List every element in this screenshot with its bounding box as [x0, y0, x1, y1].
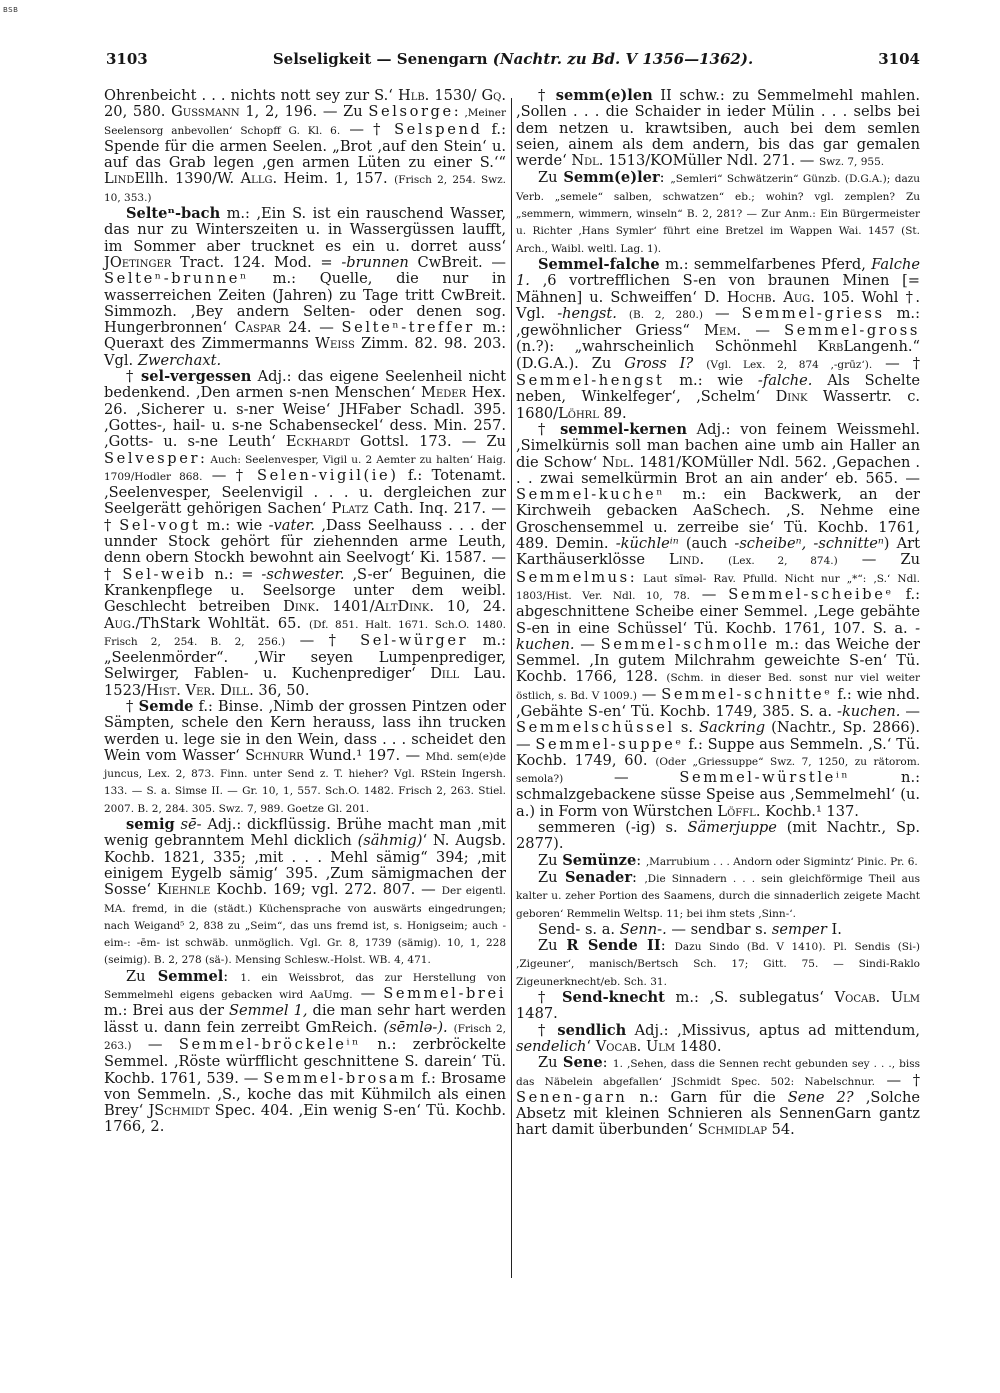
entry-text: :	[659, 169, 671, 187]
entry-text: Semmel-würstleⁱⁿ	[679, 769, 851, 787]
entry-text: -schwester.	[261, 565, 345, 583]
entry-text: 89.	[598, 404, 627, 422]
entry-text: 105. Wohl †. Vgl.	[516, 288, 920, 322]
entry-text: Semmel-schnitteᵉ	[661, 685, 833, 703]
headword: sel-vergessen	[141, 368, 252, 386]
entry-text: Sel-würger	[360, 631, 469, 649]
entry-senader	[516, 870, 920, 922]
entry-text: Semmel-brei	[383, 985, 507, 1003]
entry-text: (Vgl. Lex. 2, 874 ‚-grūz‘).	[706, 358, 873, 371]
entry-text: †	[538, 420, 561, 438]
running-title	[106, 50, 920, 68]
entry-text: Ndl.	[571, 152, 604, 170]
entry-text: Zu	[538, 851, 563, 869]
entry-semmeler	[516, 170, 920, 256]
headword: Semünze	[562, 851, 637, 869]
entry-text: Ndl.	[602, 453, 635, 471]
entry-text: 1513/KOMüller Ndl. 271. —	[603, 152, 819, 170]
entry-text: Laut sīməl- Rav. Pfulld. Nicht nur „*“: ‚S.‘ Ndl. 1803/Hist. Ver. Ndl. 10, 78.	[516, 572, 920, 602]
entry-text: JOetinger	[104, 253, 172, 271]
entry-text: ‚S-er‘ Beguinen, die Krankenpflege u. Seelsorge unter dem weibl. Geschlecht betreiben	[104, 565, 506, 616]
entry-text: Send- s. a.	[538, 920, 620, 938]
entry-text: (Frisch 2, 263.)	[104, 1022, 506, 1052]
entry-text: JSchmidt	[148, 1102, 210, 1120]
entry-text: †	[126, 368, 142, 386]
entry-text: 1. ein Weissbrot, das zur Herstellung von Semmelmehl eigens gebacken wird AaUmg.	[104, 971, 506, 1002]
headword: sendlich	[557, 1021, 627, 1039]
headword: Semmel	[157, 967, 224, 985]
entry-text: ‚6 vortrefflichen S-en von braunen Minen [= Mähnen] u. Schweiffen‘ D.	[516, 272, 920, 306]
entry-text: 24. —	[280, 319, 342, 337]
entry-text: Semmel 1,	[228, 1002, 308, 1020]
entry-text: ‘ N. Augsb. Kochb. 1821, 335; ‚mit . . . Mehl sämig“ 394; ‚mit einigem Eygelb sämig‘ 395. ‚Zum sämigmachen der Sosse‘	[104, 832, 506, 899]
headword: Selteⁿ-bach	[126, 205, 221, 223]
entry-text: —	[563, 769, 680, 787]
entry-text: sē-	[180, 816, 202, 834]
entry-text: :	[602, 1054, 613, 1072]
running-title-main: Selseligkeit — Senengarn	[272, 50, 488, 68]
entry-text: Zu	[538, 1054, 563, 1072]
entry-text: 1480.	[675, 1037, 722, 1055]
entry-text: Löhrl	[558, 404, 599, 422]
library-stamp: BSB	[3, 6, 19, 14]
entry-text: — †	[340, 120, 395, 138]
entry-text: Swz. 7, 955.	[818, 156, 885, 169]
headword: Sene	[562, 1054, 603, 1072]
entry-text: 1481/KOMüller Ndl. 562. ‚Gepachen . . . zwai semelkürmin Brot an ain ander‘ eb. 565. —	[516, 453, 920, 487]
entry-text: 54.	[766, 1121, 795, 1139]
entry-text: Aug.	[104, 614, 136, 632]
entry-text: Als Schelte neben, Winkelfeger‘, ‚Schelm‘	[516, 372, 920, 406]
entry-text: -vater.	[268, 516, 315, 534]
entry-text: (Oder „Griessuppe“ Swz. 7, 1250, zu rätorom. semola?)	[516, 755, 920, 786]
entry-text: f.: Spende für die armen Seelen. „Brot ‚auf den Stein‘ u. auf das Grab legen ‚gen armen Lüten zu einer S.‘“	[104, 120, 506, 172]
entry-text: Sene 2?	[787, 1088, 854, 1106]
entry-text: Selteⁿ-brunneⁿ	[104, 270, 249, 288]
entry-text: m.: „Seelenmörder“. ‚Wir seyen Lumpenprediger, Selwirger, Fablen- u. Kuchenprediger‘	[104, 631, 506, 683]
entry-text: -küchleⁱⁿ	[615, 535, 679, 553]
entry-text: Adj.: von feinem Weissmehl. ‚Simelkürnis soll man bachen aine umb ain Haller an die Schow‘	[516, 420, 920, 471]
entry-text: f.: Suppe aus Semmeln. ‚S.‘ Tü. Kochb. 1749, 60.	[516, 735, 920, 769]
entry-sendlich	[516, 1023, 920, 1056]
entry-text: Adj.: ‚Missivus, aptus ad mittendum,	[626, 1021, 921, 1039]
entry-text: (sähmig)	[357, 832, 423, 850]
entry-selvergessen	[104, 369, 506, 699]
entry-text: 1, 2, 196. — Zu	[239, 103, 369, 121]
entry-text: Semmel-kucheⁿ	[516, 486, 666, 504]
entry-text: (sēmlə-).	[383, 1018, 448, 1036]
entry-text: Weiss	[315, 335, 355, 353]
entry-text: Sel-vogt	[119, 516, 201, 534]
entry-text: n.: Garn für die	[627, 1088, 788, 1106]
entry-text: ‚Solche Absetz mit kleinen Schnieren als SennenGarn gantz hart damit überbunden‘	[516, 1088, 920, 1139]
entry-semmel	[104, 969, 506, 1136]
entry-text: Vocab. Ulm	[595, 1037, 676, 1055]
entry-text: †	[126, 697, 139, 715]
entry-text: Sackring	[699, 719, 766, 737]
entry-semmelfalche	[516, 257, 920, 422]
entry-text: (Df. 851. Halt. 1671. Sch.O. 1480. Frisch 2, 254. B. 2, 256.)	[104, 618, 506, 648]
entry-text: Caspar	[234, 319, 281, 337]
entry-text: m.: wie	[200, 516, 269, 534]
right-column	[516, 88, 920, 1139]
entry-text: Senen-garn	[516, 1088, 628, 1106]
entry-text: Zu	[538, 868, 565, 886]
entry-text: ‘	[586, 1037, 596, 1055]
entry-text: I.	[826, 920, 842, 938]
entry-text: — †	[202, 466, 258, 484]
entry-text: Spec. 404. ‚Ein wenig S-en‘ Tü. Kochb. 1766, 2.	[104, 1102, 506, 1136]
entry-text: -brunnen	[341, 253, 409, 271]
entry-text: -hengst.	[557, 304, 617, 322]
entry-text: Gross I?	[624, 354, 694, 372]
entry-text: Ellh. 1390/W.	[134, 170, 241, 188]
entry-text: :	[629, 568, 644, 586]
entry-text	[704, 551, 728, 568]
left-column	[104, 88, 506, 1136]
entry-text: m.: Queraxt des Zimmermanns	[104, 319, 506, 353]
entry-text: Meder	[421, 384, 467, 402]
entry-text: Semmel-scheibeᵉ	[728, 585, 894, 603]
entry-text: —	[636, 685, 662, 703]
entry-text: Kochb. 169; vgl. 272. 807. —	[210, 881, 442, 899]
entry-text: — †	[285, 631, 361, 649]
entry-text: f.: wie nhd. ‚Gebähte S-en‘ Tü. Kochb. 1749, 385. S. a.	[516, 685, 921, 720]
entry-seltenbach	[104, 206, 506, 369]
entry-text	[617, 305, 629, 322]
entry-text: Zu	[126, 967, 158, 985]
entry-text: (n.?): „wahrscheinlich Schönmehl	[516, 338, 818, 356]
entry-text: ‚Meiner Seelensorg anbevollen‘ Schopff G. Kl. 6.	[104, 107, 507, 137]
entry-text: Adj.: dickflüssig. Brühe macht man ‚mit wenig gebranntem Mehl dicklich	[104, 816, 507, 850]
entry-text: †	[538, 1021, 558, 1039]
entry-text: (Lex. 2, 874.)	[728, 555, 838, 568]
entry-text: —	[352, 985, 384, 1003]
entry-text: Hochb. Aug.	[726, 288, 815, 306]
entry-send	[516, 922, 920, 938]
headword: Semm(e)ler	[563, 169, 660, 187]
entry-text: — Zu	[837, 551, 920, 569]
entry-text: Semmel-bröckeleⁱⁿ	[178, 1035, 361, 1053]
entry-text: Cath. Inq. 217. — †	[104, 500, 506, 534]
entry-text: (Frisch 2, 254. Swz. 10, 353.)	[104, 174, 507, 204]
entry-text: Zimm. 82. 98. 203. Vgl.	[104, 335, 506, 369]
entry-text: 1. ‚Sehen, dass die Sennen recht gebunden sey . . ., biss das Näbelein abgefallen‘ JSchmidt Spec. 502: Nabelschnur.	[516, 1058, 921, 1088]
entry-text: 1530/	[429, 87, 482, 104]
headword: R Sende II	[566, 937, 661, 955]
headword: Semmel-falche	[538, 255, 660, 273]
entry-text: II schw.: zu Semmelmehl mahlen. ‚Sollen . . . die Schaider in ieder Mülin . . . selbs bei dem netzen u. krawtsiben, auch bei dem semlen seien, ainem als dem andern, bis das gar gemalen werde‘	[516, 87, 920, 170]
headword: Senader	[564, 868, 633, 886]
entry-text: Semmel-gross	[784, 322, 920, 340]
entry-text: Selvesper	[104, 449, 201, 467]
entry-text: Heim. 1, 157.	[277, 170, 395, 188]
entry-text: 36, 50.	[253, 681, 310, 699]
column-divider	[511, 98, 512, 1278]
entry-text: m.: semmelfarbenes Pferd,	[659, 255, 872, 273]
entry-text: Gottsl. 173. — Zu	[349, 433, 506, 451]
entry-text: ‚Marrubium . . . Andorn oder Sigmintz‘ Pinic. Pr. 6.	[645, 855, 918, 868]
entry-text: :	[223, 967, 241, 985]
entry-text: -kuchen.	[837, 702, 901, 720]
entry-text: ‚Dass Seelhauss . . . der unnder Stock gehört für ziehennden arme Leuth, denn obern Stockh bewohnt ain Seelvogt‘ Ki. 1587. — †	[104, 516, 507, 583]
headword: Send-knecht	[561, 989, 665, 1007]
entry-text: ) Art Karthäuserklösse	[516, 535, 921, 569]
entry-text: Senn-.	[619, 920, 667, 938]
entry-text: —	[900, 702, 921, 720]
headword: semig	[126, 816, 175, 834]
entry-text: Semmelmus	[516, 568, 630, 586]
entry-text: :	[636, 851, 646, 869]
entry-text: Allg.	[240, 170, 278, 188]
entry-text: s.	[674, 719, 700, 737]
entry-text: Löffl.	[717, 802, 761, 820]
entry-semuenze	[516, 853, 920, 870]
entry-text: m.: das Weiche der Semmel. ‚In gutem Milchrahm geweichte S-en‘ Tü. Kochb. 1766, 128.	[516, 635, 920, 686]
entry-text: Kochb.¹ 137.	[760, 802, 859, 820]
entry-text: Lind.	[669, 551, 705, 569]
entry-text: Gq.	[481, 87, 506, 104]
entry-text: Lau. 1523/	[104, 665, 506, 699]
entry-text: m.: Brei aus der	[104, 1002, 229, 1020]
entry-text: Hist. Ver. Dill.	[146, 681, 254, 699]
entry-text: f.: Totenamt. ‚Seelenvesper, Seelenvigil . . . u. dergleichen zur Seelgerätt gehörigen Sachen‘	[104, 466, 506, 518]
entry-text: Semmel-brosam	[263, 1069, 417, 1087]
entry-text: -falche.	[757, 372, 813, 390]
entry-text: Zwerchaxt.	[137, 351, 222, 369]
entry-text: Zu	[538, 169, 564, 187]
entry-text: (B. 2, 280.)	[628, 308, 703, 321]
entry-text: Selen-vigil(ie)	[257, 466, 399, 484]
entry-text: Vocab. Ulm	[834, 989, 920, 1007]
entry-text: Wund.¹ 197. —	[303, 746, 426, 764]
entry-text: Lind	[104, 170, 135, 188]
entry-text: Sämerjuppe	[687, 819, 777, 837]
entry-text: -scheibeⁿ, -schnitteⁿ	[734, 535, 884, 553]
entry-text: sendelich	[516, 1037, 587, 1055]
entry-text: Hex. 26. ‚Sicherer u. s-ner Weise‘ JHFaber Schadl. 395. ‚Gottes-, hail- u. s-ne Schabenseckel‘ dess. Min. 257. ‚Gotts- u. s-ne Leuth‘	[104, 384, 507, 451]
entry-text: Falche 1.	[516, 255, 920, 290]
entry-text: — †	[872, 354, 920, 372]
entry-text: Dazu Sindo (Bd. V 1410). Pl. Sendis (Si-) ‚Zigeuner‘, manisch/Bertsch Sch. 17; Gitt. 75. — Sindi-Raklo Zigeunerknecht/eb. Sch. 31.	[516, 941, 921, 988]
entry-text: Selsorge	[368, 103, 454, 121]
entry-text: Adj.: das eigene Seelenheil nicht bedenkend. ‚Den armen s-nen Menschen‘	[104, 368, 506, 402]
entry-text: n.: =	[206, 565, 262, 583]
entry-text: m.: Quelle, die nur in wasserreichen Zeiten (Jahren) zu Tage tritt CwBreit. Simmozh. ‚Bey andern Selten- oder denen sog. Hungerbronnen‘	[104, 270, 506, 337]
entry-text: Platz	[331, 500, 369, 518]
entry-text: †	[538, 989, 562, 1007]
entry-semmelkernen	[516, 422, 920, 820]
entry-text: 20, 580.	[104, 103, 172, 121]
entry-text: — sendbar s.	[666, 920, 772, 938]
entry-text: :	[200, 449, 211, 467]
entry-semde	[104, 699, 506, 817]
entry-text: Semmel-suppeᵉ	[535, 735, 684, 753]
entry-text: (auch	[678, 535, 735, 553]
entry-text: n.: schmalzgebackene süsse Speise aus ‚Semmelmehl‘ (u. a.) in Form von Würstchen	[516, 769, 920, 820]
entry-text: CwBreit. —	[408, 253, 506, 271]
entry-text: semmeren (-ig) s.	[538, 819, 688, 837]
entry-text: Semmelschüssel	[516, 719, 675, 737]
entry-text: Semmel-schmolle	[600, 635, 770, 653]
entry-text: Tract. 124. Mod. =	[171, 253, 342, 271]
entry-text: —	[689, 585, 729, 603]
entry-text: Kiehnle	[156, 881, 211, 899]
entry-text: —	[574, 635, 601, 653]
headword: semmel-kernen	[560, 420, 687, 438]
page-number-right: 3104	[878, 50, 920, 68]
entry-text: Der eigentl. MA. fremd, in die (städt.) Küchensprache von auswärts eingedrungen; nach Weigand⁵ 2, 838 zu „Seim“, das uns fremd ist, s. Honigseim; auch -eim-: -ēm- ist schwäb. unmöglich. Vgl. Gr. 8, 1739 (sämig). 10, 1, 228 (seimig). B. 2, 278 (sä-). Mensing Schlesw.-Holst. WB. 4, 471.	[104, 885, 506, 967]
entry-text: m.: ein Backwerk, an der Kirchweih gebacken AaSchech. ‚S. Nehme eine Groschensemmel u. zerreibe sie‘ Tü. Kochb. 1761, 489. Demin.	[516, 486, 920, 553]
entry-text: m.: ‚Ein S. ist ein rauschend Wasser, das nur zu Winterszeiten u. in Wassergüssen laufft, im Sommer aber trucknet es ein u. dorret auss‘	[104, 205, 506, 255]
entry-text: Langenh.“ (D.G.A.). Zu	[516, 338, 920, 372]
entry-text: Mhd. sem(e)de juncus, Lex. 2, 873. Finn. unter Send z. T. hieher? Vgl. RStein Ingersh. 133. — S. a. Simse II. — Gr. 10, 1, 557. Sch.O. 1482. Frisch 2, 263. Stiel. 2007. B. 2, 284. 305. Swz. 7, 989. Goetze Gl. 201.	[104, 750, 507, 815]
entry-text: die man sehr hart werden lässt u. dann fein zerreibt GmReich.	[104, 1002, 507, 1036]
entry-text: AltDink.	[374, 598, 435, 616]
page-number-left: 3103	[106, 50, 148, 68]
entry-text: Krb	[817, 338, 844, 356]
entry-text	[693, 355, 706, 372]
entry-semmelen	[516, 88, 920, 170]
entry-text: Selteⁿ-treffer	[341, 319, 475, 337]
entry-text: Sel-weib	[122, 565, 207, 583]
entry-text: Schmidlap	[697, 1121, 767, 1139]
headword: Semde	[138, 697, 194, 715]
entry-text: Schnurr	[245, 746, 304, 764]
entry-sende	[516, 938, 920, 990]
entry-semig	[104, 817, 506, 969]
entry-text: f.: Brosame von Semmeln. ‚S., koche das mit Kühmilch als einen Brey‘	[104, 1069, 506, 1120]
entry-text: (Schm. in dieser Bed. sonst nur viel weiter östlich, s. Bd. V 1009.)	[516, 672, 920, 702]
page-header	[106, 50, 920, 74]
entry-selsorge-cont	[104, 88, 506, 206]
entry-text: Eckhardt	[285, 433, 350, 451]
entry-text: — †	[874, 1071, 921, 1089]
entry-text: Selspend	[394, 120, 483, 138]
headword: semm(e)len	[555, 87, 653, 104]
entry-text: —	[703, 304, 742, 322]
entry-semmeren	[516, 820, 920, 853]
entry-text: Semmel-hengst	[516, 372, 665, 390]
entry-text: :	[660, 937, 675, 955]
entry-text: :	[453, 103, 465, 121]
entry-text: Gussmann	[171, 103, 240, 121]
entry-text: -kuchen.	[516, 619, 920, 653]
entry-text: (Nachtr., Sp. 2866). —	[516, 719, 920, 753]
entry-text: †	[538, 87, 556, 104]
entry-text: ‚Die Sinnadern . . . sein gleichförmige Theil aus kalter u. zeher Portion des Saamens, durch die sinnaderlich zeigete Macht geboren‘ Remmelin Weltsp. 11; bei ihm stets ‚Sinn-‘.	[516, 872, 921, 920]
entry-text: —	[741, 322, 785, 340]
entry-text: f.: Binse. ‚Nimb der grossen Pintzen oder Sämpten, schele den Kern herauss, lass ihn trucken werden u. lege sie in den Wein, dass . . . scheidet den Wein vom Wasser‘	[104, 697, 506, 764]
entry-text: 10, 24.	[434, 598, 506, 616]
entry-text: m.: ‚gewöhnlicher Griess“	[516, 304, 920, 340]
entry-sene	[516, 1055, 920, 1138]
entry-text: f.: abgeschnittene Scheibe einer Semmel. ‚Lege gebähte S-en in eine Schüssel‘ Tü. Kochb. 1761, 107. S. a.	[516, 585, 921, 637]
entry-text: n.: zerbröckelte Semmel. ‚Röste würfflicht geschnittene S. darein‘ Tü. Kochb. 1761, 539. —	[104, 1035, 506, 1087]
entry-text: /ThStark Wohltät. 65.	[135, 614, 310, 632]
entry-text: —	[131, 1035, 179, 1053]
entry-text: Semmel-griess	[741, 304, 885, 322]
entry-text: Mem.	[704, 322, 742, 340]
entry-text: (mit Nachtr., Sp. 2877).	[516, 819, 920, 853]
entry-text: Ohrenbeicht . . . nichts nott sey zur S.‘	[104, 87, 398, 104]
running-title-note: (Nachtr. zu Bd. V 1356—1362).	[492, 50, 754, 68]
entry-text: Dink.	[283, 598, 320, 616]
entry-text: Dill	[430, 665, 460, 683]
entry-text: Dink	[775, 388, 808, 406]
entry-text: m.: ‚S. sublegatus‘	[664, 989, 835, 1007]
entry-text: m.: wie	[664, 372, 758, 390]
entry-text: 1401/	[319, 598, 375, 616]
entry-text: Auch: Seelenvesper, Vigil u. 2 Aemter zu halten‘ Haig. 1709/Hodler 868.	[104, 453, 506, 483]
entry-text: Hlb.	[397, 87, 430, 104]
entry-text: :	[632, 868, 645, 886]
entry-sendknecht	[516, 990, 920, 1023]
entry-text: Wassertr. c. 1680/	[516, 388, 921, 422]
entry-text: semper	[771, 920, 827, 938]
entry-text: Zu	[538, 937, 567, 955]
entry-text: „Semleri“ Schwätzerin“ Günzb. (D.G.A.); dazu Verb. „semele“ salben, schwatzen“ eb.; wohin? vgl. zemplen? Zu „semmern, wimmern, winseln“ B. 2, 281? — Zur Anm.: Ein Bürgermeister u. Richter ‚Hans Symler‘ führt eine Bretzel im Wappen Wai. 1457 (St. Arch., Waibl. weltl. Lag. 1).	[516, 173, 920, 255]
entry-text: 1487.	[516, 1005, 558, 1023]
